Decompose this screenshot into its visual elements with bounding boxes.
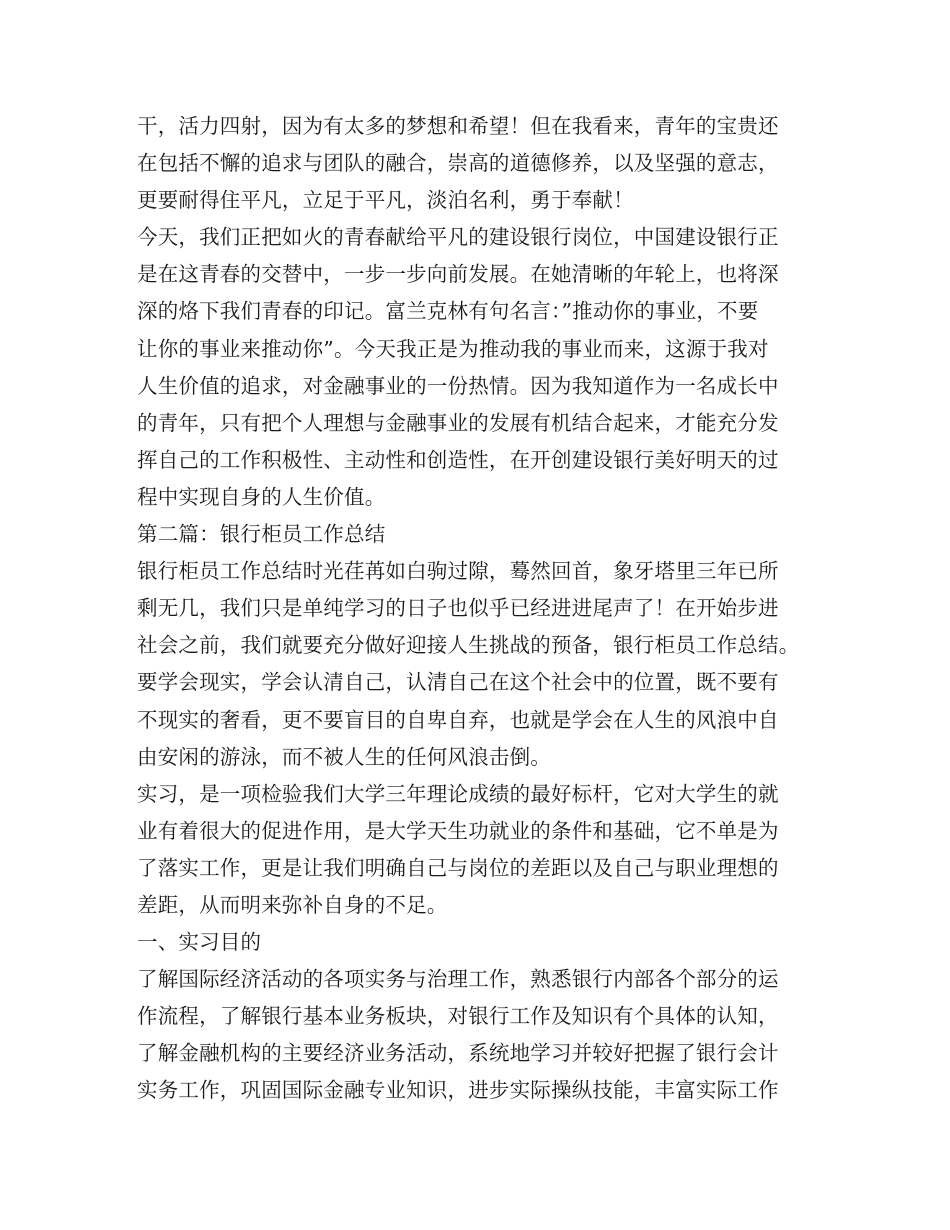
text-line: 了解金融机构的主要经济业务活动，系统地学习并较好把握了银行会计 [137, 1041, 779, 1066]
text-line: 差距，从而明来弥补自身的不足。 [137, 892, 448, 917]
text-line: 人生价值的追求，对金融事业的一份热情。因为我知道作为一名成长中 [137, 373, 779, 398]
text-line: 今天，我们正把如火的青春献给平凡的建设银行岗位，中国建设银行正 [137, 225, 779, 250]
text-line: 干，活力四射，因为有太多的梦想和希望！但在我看来，青年的宝贵还 [137, 114, 779, 138]
text-line: 业有着很大的促进作用，是大学天生功就业的条件和基础，它不单是为 [137, 818, 779, 843]
section-heading: 第二篇：银行柜员工作总结 [137, 522, 386, 547]
text-line: 了落实工作，更是让我们明确自己与岗位的差距以及自己与职业理想的 [137, 855, 779, 880]
text-line: 了解国际经济活动的各项实务与治理工作，熟悉银行内部各个部分的运 [137, 967, 779, 992]
text-line: 实习，是一项检验我们大学三年理论成绩的最好标杆，它对大学生的就 [137, 781, 779, 806]
text-line: 社会之前，我们就要充分做好迎接人生挑战的预备，银行柜员工作总结。 [137, 633, 800, 658]
text-line: 作流程，了解银行基本业务板块，对银行工作及知识有个具体的认知， [137, 1004, 779, 1029]
text-line: 实务工作，巩固国际金融专业知识，进步实际操纵技能，丰富实际工作 [137, 1078, 779, 1103]
text-line: 要学会现实，学会认清自己，认清自己在这个社会中的位置，既不要有 [137, 670, 779, 695]
text-line: 更要耐得住平凡，立足于平凡，淡泊名利，勇于奉献！ [137, 188, 634, 213]
text-line: 不现实的奢看，更不要盲目的自卑自弃，也就是学会在人生的风浪中自 [137, 707, 779, 732]
text-line: 由安闲的游泳，而不被人生的任何风浪击倒。 [137, 744, 551, 769]
text-line: 剩无几，我们只是单纯学习的日子也似乎已经进进尾声了！在开始步进 [137, 596, 779, 621]
text-line: 程中实现自身的人生价值。 [137, 484, 386, 509]
text-line: 深的烙下我们青春的印记。富兰克林有句名言：”推动你的事业，不要 [137, 299, 759, 324]
text-line: 银行柜员工作总结时光荏苒如白驹过隙，蓦然回首，象牙塔里三年已所 [137, 559, 779, 584]
text-line: 挥自己的工作积极性、主动性和创造性，在开创建设银行美好明天的过 [137, 447, 779, 472]
subsection-heading: 一、实习目的 [137, 930, 262, 955]
text-line: 是在这青春的交替中，一步一步向前发展。在她清晰的年轮上，也将深 [137, 262, 779, 287]
document-body [137, 108, 837, 1110]
text-line: 的青年，只有把个人理想与金融事业的发展有机结合起来，才能充分发 [137, 410, 779, 435]
text-line: 在包括不懈的追求与团队的融合，崇高的道德修养，以及坚强的意志， [137, 151, 779, 176]
text-line: 让你的事业来推动你”。今天我正是为推动我的事业而来，这源于我对 [137, 336, 769, 361]
